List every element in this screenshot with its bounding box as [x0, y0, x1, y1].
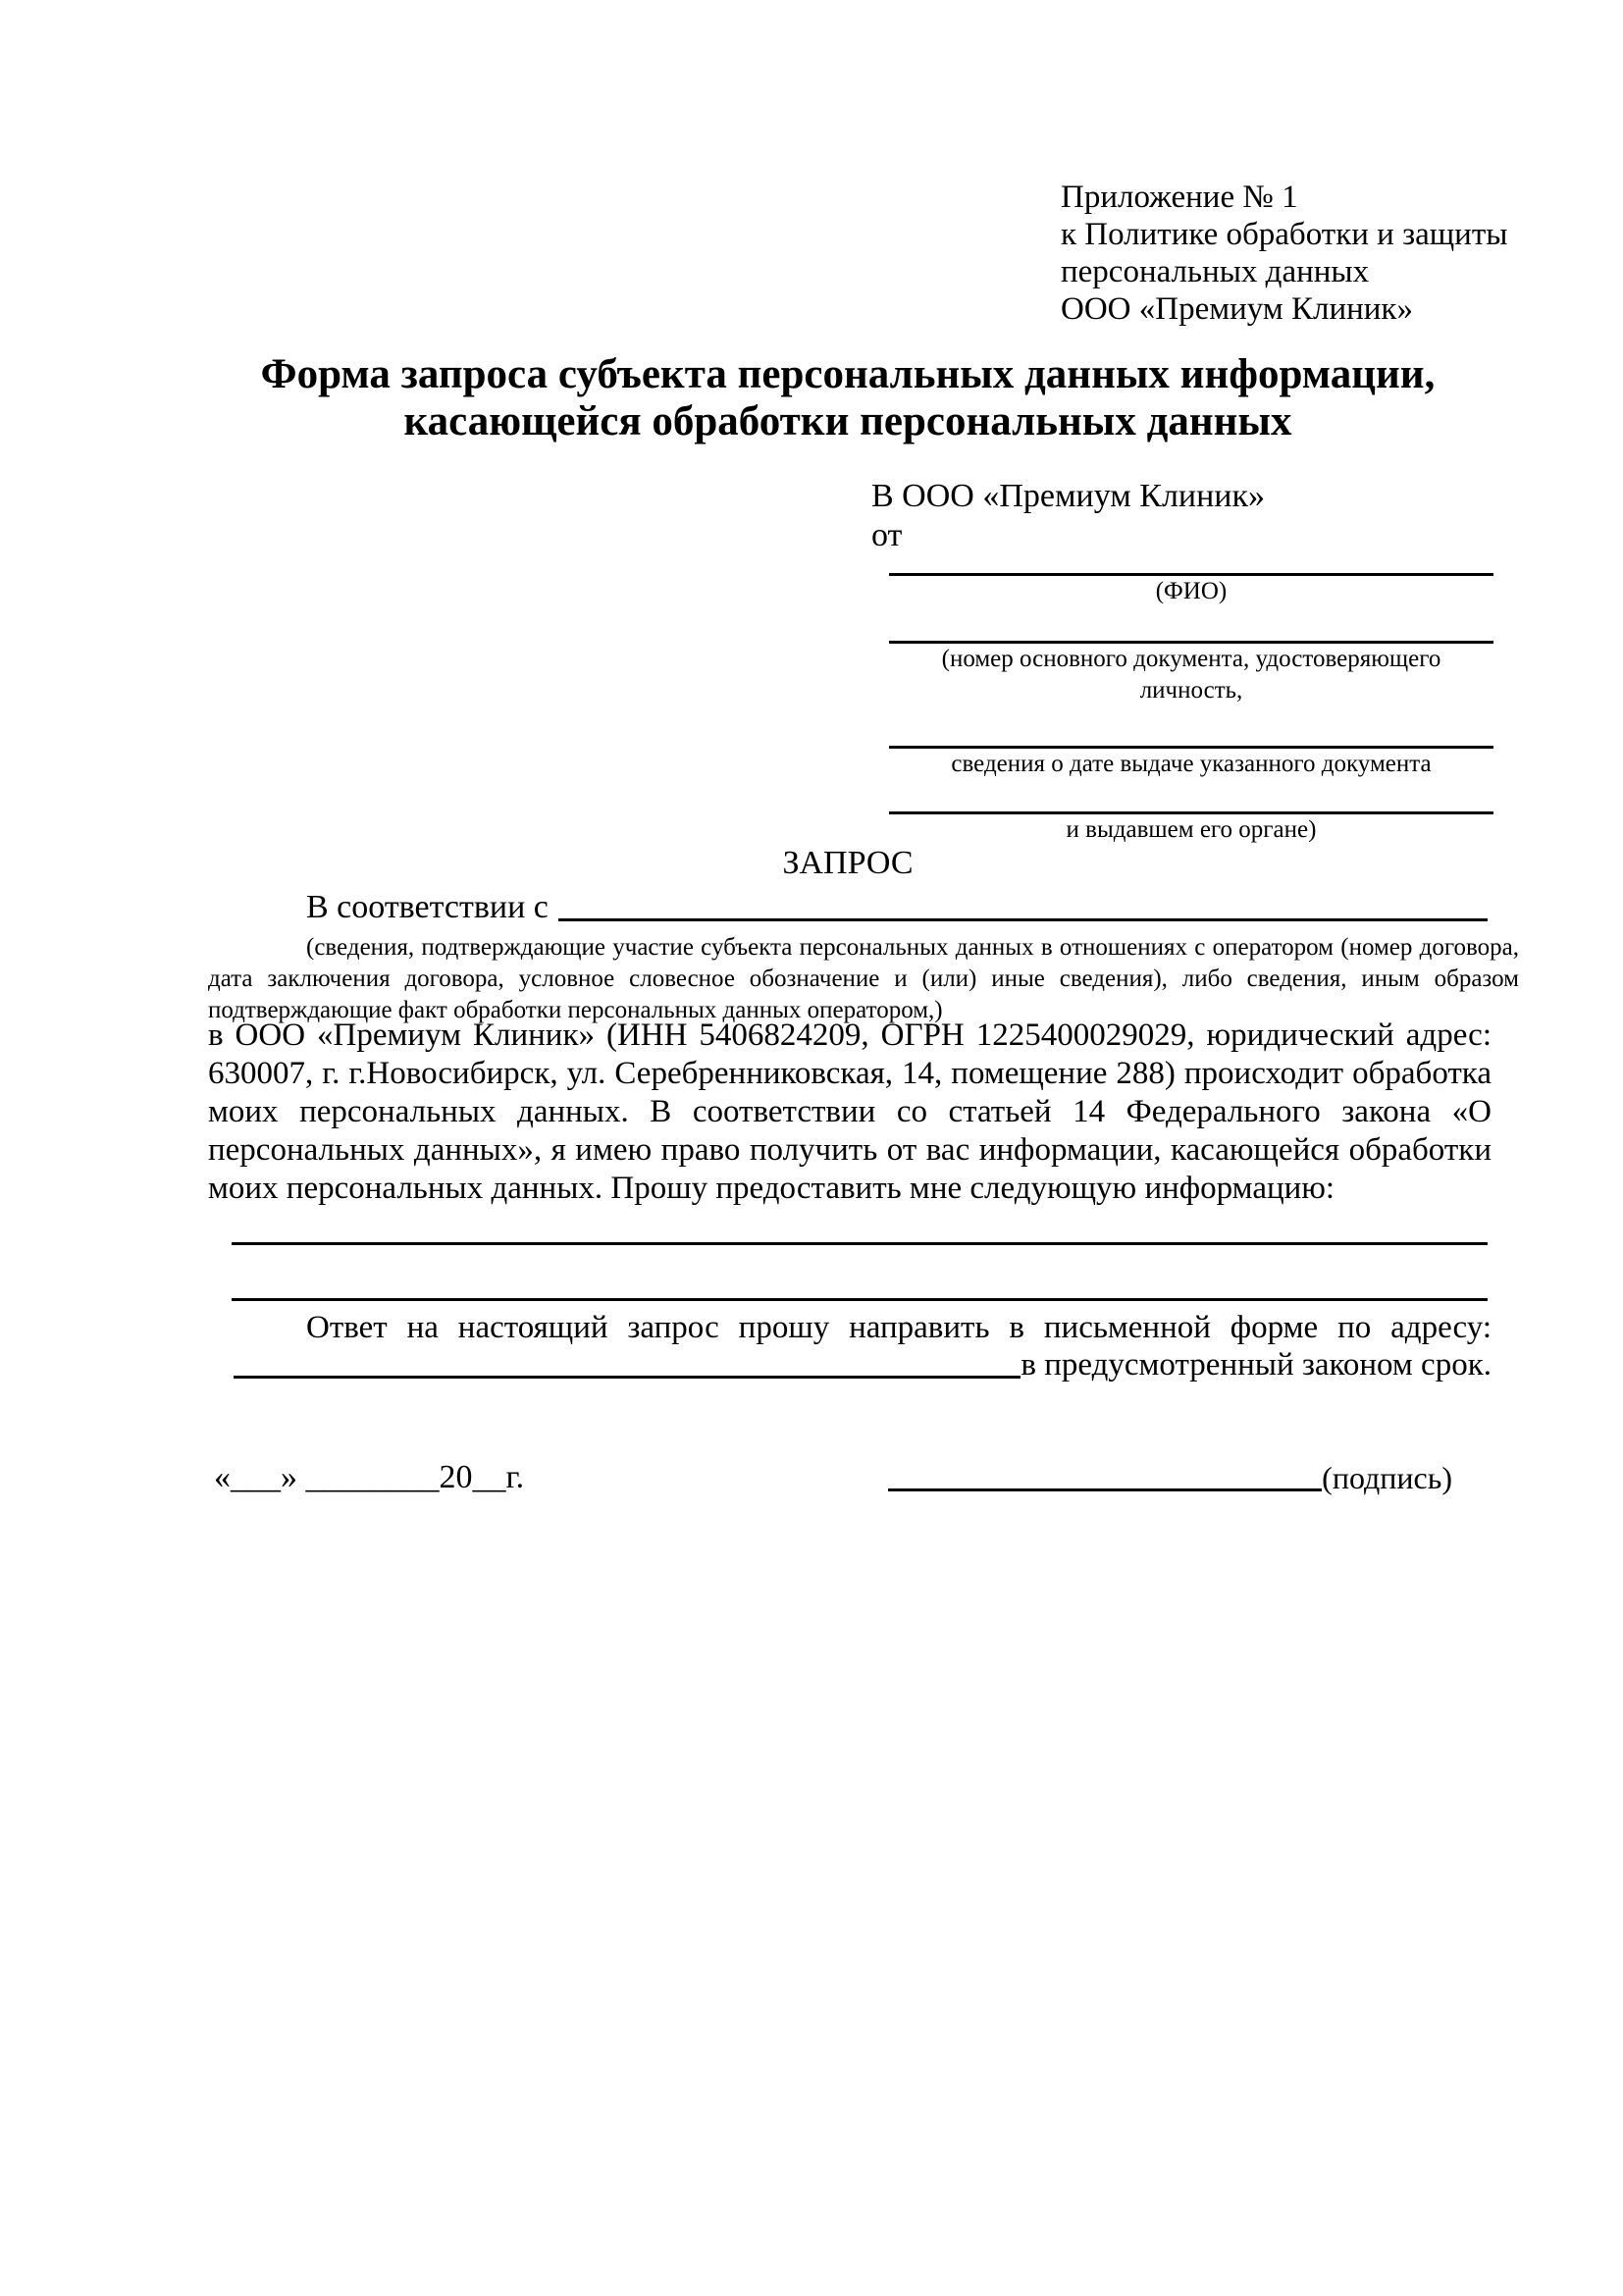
accordance-prefix: В соответствии с	[306, 889, 549, 925]
issue-date-field-line	[889, 706, 1493, 749]
appendix-header-line: Приложение № 1	[1061, 180, 1298, 215]
form-title-line: Форма запроса субъекта персональных данных информации,	[260, 351, 1436, 397]
addressee-to: В ООО «Премиум Клиник»	[871, 478, 1266, 514]
doc-number-caption: (номер основного документа, удостоверяющего личность,	[941, 646, 1441, 704]
accordance-row	[208, 889, 1488, 926]
address-field-line	[234, 1346, 1021, 1379]
appendix-header-line: к Политике обработки и защиты	[1061, 217, 1508, 252]
footnote-text: (сведения, подтверждающие участие субъекта персональных данных в отношениях с оператором (номер договора, дата заключения договора, условное словесное обозначение и (или) иные сведения), либо сведения, иным образом подтверждающие факт обработки персональных данных оператором,)	[208, 934, 1519, 1023]
accordance-field-line	[558, 889, 1488, 921]
reply-address-row	[208, 1346, 1492, 1383]
body-paragraph: в ООО «Премиум Клиник» (ИНН 5406824209, ОГРН 1225400029029, юридический адрес: 630007, г. г.Новосибирск, ул. Серебренниковская, 14, помещение 288) происходит обработка моих персональных данных. В соответствии со статьей 14 Федерального закона «О персональных данных», я имею право получить от вас информации, касающейся обработки моих персональных данных. Прошу предоставить мне следующую информацию:	[208, 1018, 1492, 1206]
reply-suffix: в предусмотренный законом срок.	[1021, 1347, 1492, 1383]
reply-paragraph: Ответ на настоящий запрос прошу направить в письменной форме по адресу:	[306, 1310, 1492, 1345]
request-heading: ЗАПРОС	[782, 845, 914, 881]
issue-date-caption: сведения о дате выдаче указанного документа	[951, 751, 1432, 777]
fio-caption: (ФИО)	[1155, 578, 1228, 604]
form-title-line: касающейся обработки персональных данных	[403, 398, 1292, 444]
issuer-field-line	[889, 780, 1493, 814]
info-field-line-1	[232, 1242, 1488, 1245]
issuer-caption: и выдавшем его органе)	[1066, 816, 1317, 843]
form-title	[208, 351, 1488, 445]
addressee-from-label: от	[871, 517, 903, 553]
signature-field-line	[888, 1458, 1322, 1491]
date-field: «___» ________20__г.	[214, 1459, 525, 1495]
appendix-header-block	[1061, 179, 1512, 328]
signature-caption: (подпись)	[1322, 1460, 1452, 1495]
appendix-header-line: ООО «Премиум Клиник»	[1061, 291, 1413, 327]
info-field-line-2	[232, 1298, 1488, 1301]
appendix-header-line: персональных данных	[1061, 254, 1370, 289]
fio-field-line	[889, 555, 1493, 576]
signature-row	[888, 1458, 1452, 1497]
doc-number-field-line	[889, 607, 1493, 644]
addressee-block	[871, 477, 1493, 846]
